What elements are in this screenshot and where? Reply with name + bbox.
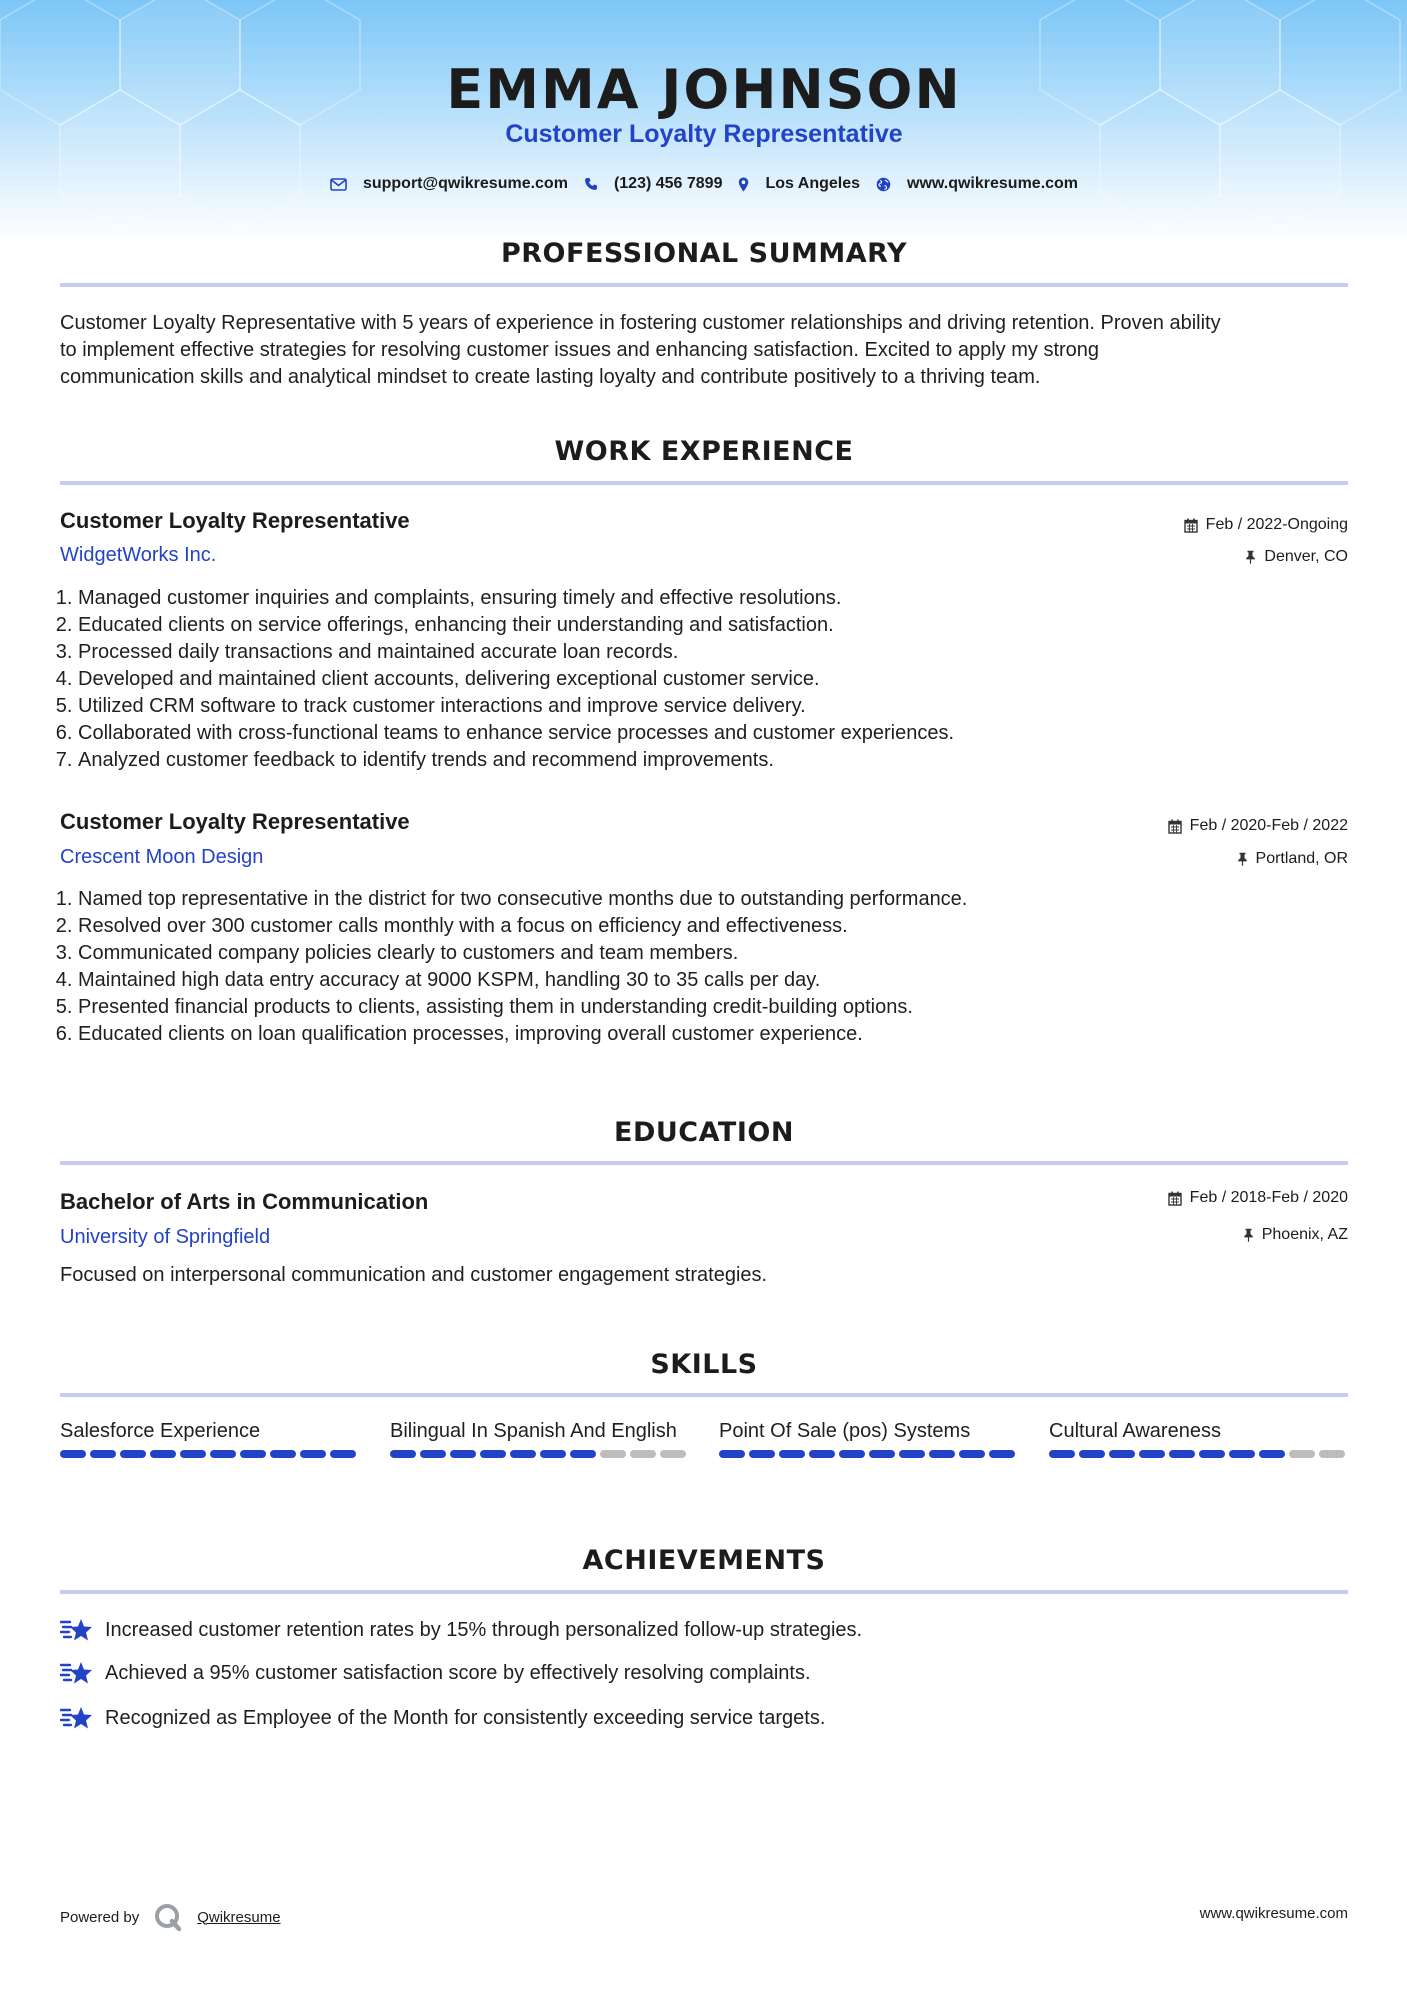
skill-item xyxy=(719,1418,1019,1458)
list-item: 5. Utilized CRM software to track customer interactions and improve service delivery. xyxy=(78,693,1348,720)
degree-title: Bachelor of Arts in Communication xyxy=(60,1189,429,1214)
skill-level-segment xyxy=(1199,1450,1225,1458)
map-marker-icon xyxy=(738,177,749,192)
job-dates xyxy=(1184,516,1348,534)
globe-icon xyxy=(876,177,891,192)
skill-level-segment xyxy=(869,1450,895,1458)
email-text: support@qwikresume.com xyxy=(362,175,568,192)
contact-bar xyxy=(60,172,1348,196)
pushpin-icon xyxy=(1245,550,1256,564)
skill-level-segment xyxy=(600,1450,626,1458)
list-item: 4. Developed and maintained client accounts, delivering exceptional customer service. xyxy=(78,666,1348,693)
school-name: University of Springfield xyxy=(60,1226,271,1248)
skill-level-segment xyxy=(480,1450,506,1458)
job-dates-text: Feb / 2022-Ongoing xyxy=(1205,516,1348,533)
achievement-item xyxy=(60,1616,862,1644)
summary-line: Customer Loyalty Representative with 5 years of experience in fostering customer relationships and driving retention. Proven ability xyxy=(60,312,1221,334)
skill-level-segment xyxy=(660,1450,686,1458)
achievement-text: Achieved a 95% customer satisfaction score by effectively resolving complaints. xyxy=(105,1661,811,1684)
calendar-icon xyxy=(1168,1191,1182,1206)
skill-level-segment xyxy=(270,1450,296,1458)
skill-level-segment xyxy=(540,1450,566,1458)
list-item: 5. Presented financial products to clients, assisting them in understanding credit-building options. xyxy=(78,994,1348,1021)
contact-website[interactable] xyxy=(876,175,1078,193)
candidate-name: EMMA JOHNSON xyxy=(446,58,962,121)
list-item: 4. Maintained high data entry accuracy at 9000 KSPM, handling 30 to 35 calls per day. xyxy=(78,967,1348,994)
website-text: www.qwikresume.com xyxy=(907,175,1079,192)
skill-level-segment xyxy=(1049,1450,1075,1458)
skill-level-segment xyxy=(899,1450,925,1458)
list-item: 6. Educated clients on loan qualification processes, improving overall customer experience. xyxy=(78,1021,1348,1048)
summary-line: to implement effective strategies for resolving customer issues and enhancing satisfaction. Excited to apply my strong xyxy=(60,339,1100,361)
skill-level-segment xyxy=(1109,1450,1135,1458)
education-location xyxy=(1243,1226,1348,1244)
job-location xyxy=(1237,850,1348,868)
skill-item xyxy=(390,1418,690,1458)
skill-level-segment xyxy=(150,1450,176,1458)
achievement-text: Recognized as Employee of the Month for consistently exceeding service targets. xyxy=(105,1706,826,1729)
skill-item xyxy=(1049,1418,1349,1458)
contact-phone[interactable] xyxy=(584,175,723,193)
skill-level-segment xyxy=(1229,1450,1255,1458)
qwikresume-logo-icon xyxy=(153,1902,183,1932)
star-achievement-icon xyxy=(60,1704,93,1732)
job-bullets xyxy=(60,585,1348,774)
achievement-item xyxy=(60,1659,811,1687)
skill-name: Point Of Sale (pos) Systems xyxy=(719,1420,971,1442)
list-item: 6. Collaborated with cross-functional teams to enhance service processes and customer experiences. xyxy=(78,720,1348,747)
education-dates xyxy=(1168,1189,1348,1207)
job-bullets xyxy=(60,886,1348,1048)
skill-level-bar xyxy=(60,1450,360,1458)
skill-level-segment xyxy=(989,1450,1015,1458)
skills-rule xyxy=(60,1393,1348,1397)
list-item: 2. Resolved over 300 customer calls monthly with a focus on efficiency and effectiveness. xyxy=(78,913,1348,940)
experience-heading: WORK EXPERIENCE xyxy=(554,436,854,467)
skill-level-segment xyxy=(719,1450,745,1458)
summary-line: communication skills and analytical mindset to create lasting loyalty and contribute positively to a thriving team. xyxy=(60,366,1041,388)
calendar-icon xyxy=(1184,518,1198,533)
skill-level-segment xyxy=(570,1450,596,1458)
skill-level-segment xyxy=(300,1450,326,1458)
skill-level-segment xyxy=(330,1450,356,1458)
company-name: Crescent Moon Design xyxy=(60,846,264,868)
company-name: WidgetWorks Inc. xyxy=(60,544,217,566)
achievements-rule xyxy=(60,1590,1348,1594)
footer-website[interactable]: www.qwikresume.com xyxy=(1199,1905,1348,1922)
star-achievement-icon xyxy=(60,1616,93,1644)
skill-level-segment xyxy=(929,1450,955,1458)
achievement-text: Increased customer retention rates by 15% through personalized follow-up strategies. xyxy=(105,1618,863,1641)
envelope-icon xyxy=(330,178,347,191)
achievement-item xyxy=(60,1704,825,1732)
phone-text: (123) 456 7899 xyxy=(613,175,723,192)
education-location-text: Phoenix, AZ xyxy=(1261,1226,1348,1243)
job-title: Customer Loyalty Representative xyxy=(60,809,410,834)
skill-level-segment xyxy=(1079,1450,1105,1458)
footer-powered-by xyxy=(60,1902,281,1932)
calendar-icon xyxy=(1168,819,1182,834)
powered-by-text: Powered by xyxy=(60,1908,140,1926)
achievements-heading: ACHIEVEMENTS xyxy=(582,1545,826,1576)
list-item: 2. Educated clients on service offerings, enhancing their understanding and satisfaction. xyxy=(78,612,1348,639)
skill-name: Bilingual In Spanish And English xyxy=(390,1420,677,1442)
brand-link[interactable]: Qwikresume xyxy=(197,1908,281,1926)
skill-item xyxy=(60,1418,360,1458)
skill-level-segment xyxy=(630,1450,656,1458)
skill-level-segment xyxy=(749,1450,775,1458)
skill-level-segment xyxy=(809,1450,835,1458)
skills-heading: SKILLS xyxy=(650,1349,758,1380)
skill-level-segment xyxy=(450,1450,476,1458)
summary-text xyxy=(60,310,1348,391)
list-item: 1. Managed customer inquiries and complaints, ensuring timely and effective resolutions. xyxy=(78,585,1348,612)
skill-level-bar xyxy=(1049,1450,1349,1458)
list-item: 7. Analyzed customer feedback to identify trends and recommend improvements. xyxy=(78,747,1348,774)
location-text: Los Angeles xyxy=(765,175,861,192)
job-dates xyxy=(1168,817,1348,835)
skill-level-segment xyxy=(1289,1450,1315,1458)
education-description: Focused on interpersonal communication and customer engagement strategies. xyxy=(60,1264,768,1286)
education-rule xyxy=(60,1161,1348,1165)
skill-level-segment xyxy=(1259,1450,1285,1458)
skill-level-segment xyxy=(240,1450,266,1458)
candidate-title: Customer Loyalty Representative xyxy=(505,120,903,148)
skill-level-segment xyxy=(120,1450,146,1458)
skill-level-segment xyxy=(779,1450,805,1458)
summary-rule xyxy=(60,283,1348,287)
contact-email[interactable] xyxy=(330,175,568,193)
job-dates-text: Feb / 2020-Feb / 2022 xyxy=(1189,817,1348,834)
job-location-text: Denver, CO xyxy=(1264,548,1348,565)
skill-level-segment xyxy=(90,1450,116,1458)
list-item: 3. Communicated company policies clearly to customers and team members. xyxy=(78,940,1348,967)
skill-level-segment xyxy=(1139,1450,1165,1458)
job-location-text: Portland, OR xyxy=(1255,850,1348,867)
education-heading: EDUCATION xyxy=(614,1117,794,1148)
summary-heading: PROFESSIONAL SUMMARY xyxy=(500,238,908,269)
skill-level-bar xyxy=(390,1450,690,1458)
star-achievement-icon xyxy=(60,1659,93,1687)
skill-level-segment xyxy=(390,1450,416,1458)
skill-level-segment xyxy=(1319,1450,1345,1458)
skill-level-segment xyxy=(839,1450,865,1458)
pushpin-icon xyxy=(1237,852,1248,866)
skill-level-segment xyxy=(180,1450,206,1458)
list-item: 3. Processed daily transactions and maintained accurate loan records. xyxy=(78,639,1348,666)
job-title: Customer Loyalty Representative xyxy=(60,508,410,533)
skill-level-segment xyxy=(1169,1450,1195,1458)
skill-level-segment xyxy=(60,1450,86,1458)
skill-name: Cultural Awareness xyxy=(1049,1420,1221,1442)
skill-level-segment xyxy=(210,1450,236,1458)
skill-level-segment xyxy=(420,1450,446,1458)
skill-name: Salesforce Experience xyxy=(60,1420,261,1442)
list-item: 1. Named top representative in the district for two consecutive months due to outstanding performance. xyxy=(78,886,1348,913)
phone-icon xyxy=(584,177,598,191)
skill-level-bar xyxy=(719,1450,1019,1458)
contact-location xyxy=(738,175,860,193)
pushpin-icon xyxy=(1243,1228,1254,1242)
skill-level-segment xyxy=(510,1450,536,1458)
experience-rule xyxy=(60,481,1348,485)
education-dates-text: Feb / 2018-Feb / 2020 xyxy=(1189,1189,1348,1206)
skill-level-segment xyxy=(959,1450,985,1458)
job-location xyxy=(1245,548,1348,566)
